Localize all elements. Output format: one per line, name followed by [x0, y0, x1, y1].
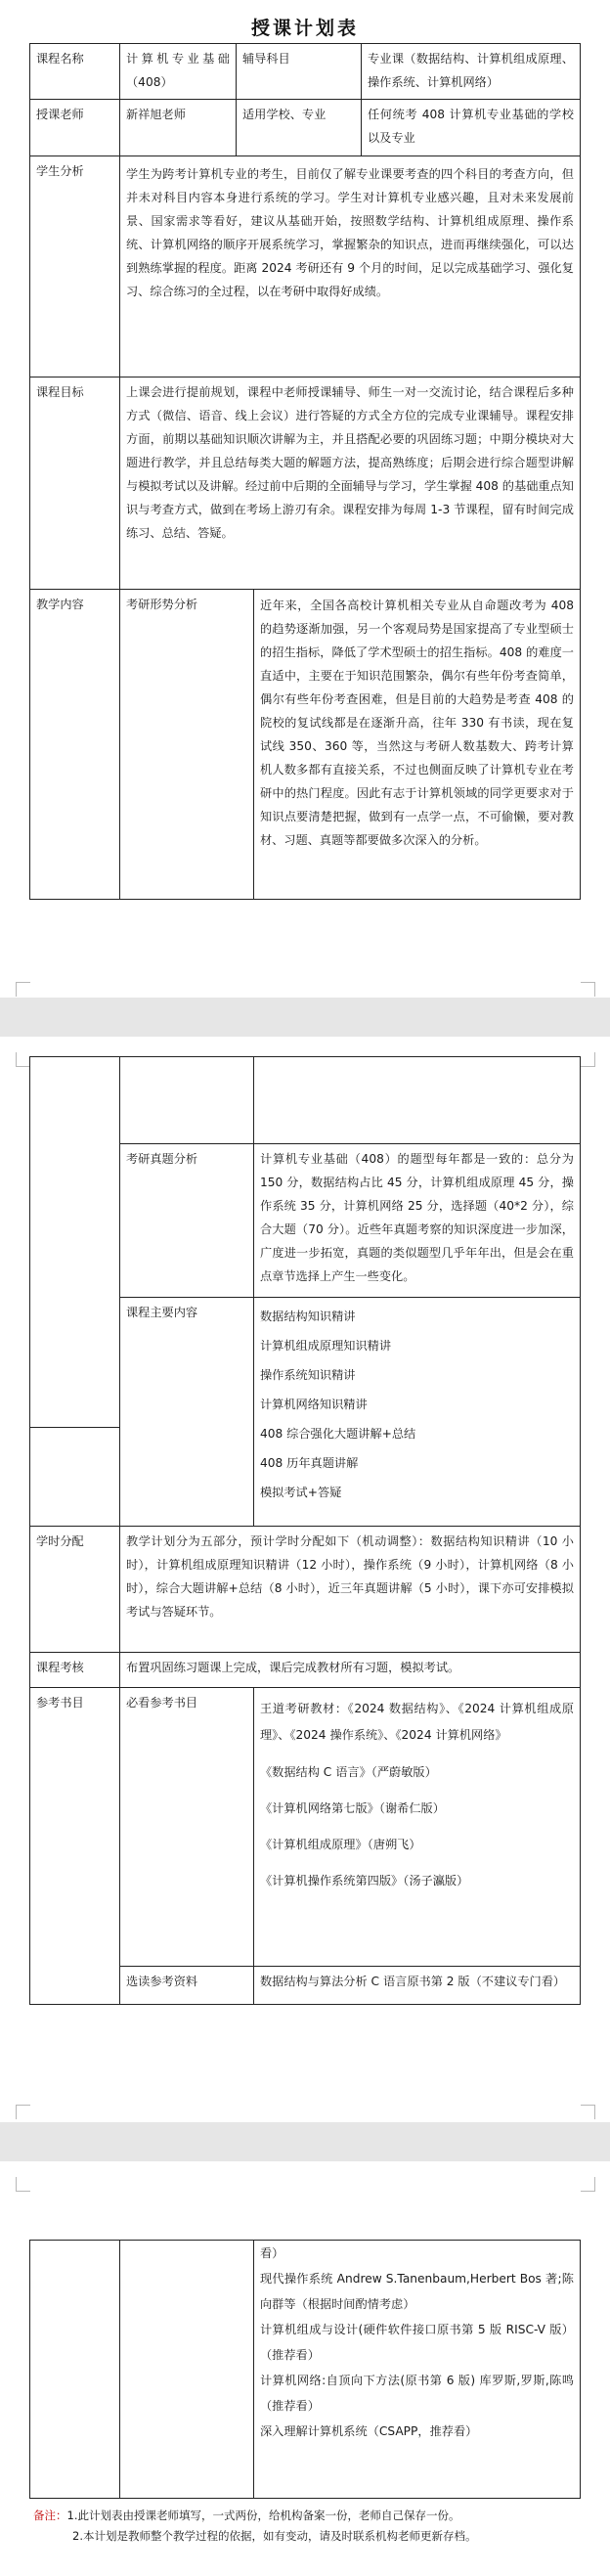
books-label: 参考书目	[29, 1687, 120, 2005]
list-item: 《计算机操作系统第四版》（汤子瀛版）	[260, 1874, 469, 1888]
books-label-cont	[29, 2240, 120, 2499]
optional-books-list	[253, 2240, 581, 2499]
exam-analysis-value: 计算机专业基础（408）的题型每年都是一致的：总分为 150 分，数据结构占比 45 分，计算机组成原理 45 分，操作系统 35 分，计算机网络 25 分，选择题（40*2 分），综合大题（70 分）。近些年真题考察的知识深度进一步加深，广度进一步拓宽，真题的类似题型几乎年年出，但是会在重点章节选择上产生一些变化。	[253, 1143, 581, 1298]
footnote-line-1: 1.此计划表由授课老师填写，一式两份，给机构备案一份，老师自己保存一份。	[66, 2509, 460, 2522]
list-item: 计算机网络:自顶向下方法(原书第 6 版) 库罗斯,罗斯,陈鸣（推荐看）	[260, 2374, 574, 2413]
list-item: 操作系统知识精讲	[260, 1368, 356, 1382]
page-corner-mark	[16, 2105, 30, 2119]
footnote	[33, 2506, 581, 2547]
page-corner-mark	[581, 982, 595, 997]
teacher-label: 授课老师	[29, 99, 120, 156]
footnote-label: 备注：	[33, 2509, 67, 2522]
list-item: 408 综合强化大题讲解+总结	[260, 1427, 416, 1441]
student-analysis-label: 学生分析	[29, 155, 120, 378]
page-gap	[0, 2122, 610, 2161]
list-item: 《计算机网络第七版》（谢希仁版）	[260, 1801, 445, 1815]
optional-books-first: 数据结构与算法分析 C 语言原书第 2 版（不建议专门看）	[253, 1966, 581, 2005]
list-item: 王道考研教材：《2024 数据结构》、《2024 计算机组成原理》、《2024 操作系统》、《2024 计算机网络》	[260, 1702, 574, 1742]
page-corner-mark	[581, 1052, 595, 1067]
subject-label: 辅导科目	[236, 43, 362, 100]
trend-analysis-value-cont	[253, 1056, 581, 1144]
page-1	[0, 0, 610, 998]
list-item: 408 历年真题讲解	[260, 1456, 359, 1470]
list-item: 《计算机组成原理》（唐朔飞）	[260, 1838, 421, 1851]
hours-label: 学时分配	[29, 1526, 120, 1653]
list-item: 模拟考试+答疑	[260, 1486, 342, 1499]
page-corner-mark	[16, 1052, 30, 1067]
list-item: 计算机网络知识精讲	[260, 1398, 368, 1411]
list-item: 计算机组成原理知识精讲	[260, 1339, 392, 1353]
page-corner-mark	[16, 982, 30, 997]
course-goal-label: 课程目标	[29, 377, 120, 590]
page-corner-mark	[16, 2177, 30, 2192]
course-goal-value: 上课会进行提前规划，课程中老师授课辅导、师生一对一交流讨论，结合课程后多种方式（微信、语音、线上会议）进行答疑的方式全方位的完成专业课辅导。课程安排方面，前期以基础知识顺次讲解为主，并且搭配必要的巩固练习题；中期分模块对大题进行教学，并且总结每类大题的解题方法，提高熟练度；后期会进行综合题型讲解与模拟考试以及讲解。经过前中后期的全面辅导与学习，学生掌握 408 的基础重点知识与考查方式，做到在考场上游刃有余。课程安排为每周 1-3 节课程，留有时间完成练习、总结、答疑。	[119, 377, 581, 590]
page-corner-mark	[581, 2105, 595, 2119]
teacher-value: 新祥旭老师	[119, 99, 237, 156]
page-title: 授课计划表	[250, 18, 359, 39]
exam-analysis-label: 考研真题分析	[119, 1143, 254, 1298]
list-item: 深入理解计算机系统（CSAPP，推荐看）	[260, 2424, 478, 2438]
required-books-label: 必看参考书目	[119, 1687, 254, 1967]
subject-value: 专业课（数据结构、计算机组成原理、操作系统、计算机网络）	[361, 43, 581, 100]
course-name-label: 课程名称	[29, 43, 120, 100]
school-value: 任何统考 408 计算机专业基础的学校以及专业	[361, 99, 581, 156]
teaching-content-label-cont2	[29, 1427, 120, 1527]
main-content-list	[253, 1297, 581, 1527]
teaching-content-label: 教学内容	[29, 589, 120, 900]
main-content-label: 课程主要内容	[119, 1297, 254, 1527]
trend-analysis-label: 考研形势分析	[119, 589, 254, 900]
page-corner-mark	[581, 2177, 595, 2192]
optional-books-label: 选读参考资料	[119, 1966, 254, 2005]
assessment-label: 课程考核	[29, 1652, 120, 1688]
trend-analysis-label-cont	[119, 1056, 254, 1144]
trend-analysis-value: 近年来，全国各高校计算机相关专业从自命题改考为 408 的趋势逐渐加强，另一个客观局势是国家提高了专业型硕士的招生指标，降低了学术型硕士的招生指标。408 的难度一直适中，主要在于知识范围繁杂，偶尔有些年份考查简单，偶尔有些年份考查困难，但是目前的大趋势是考查 408 的院校的复试线都是在逐渐升高，往年 330 有书读，现在复试线 350、360 等，当然这与考研人数基数大、跨考计算机人数多都有直接关系，不过也侧面反映了计算机专业在考研中的热门程度。因此有志于计算机领域的同学更要求对于知识点要清楚把握，做到有一点学一点，不可偷懒，要对教材、习题、真题等都要做多次深入的分析。	[253, 589, 581, 900]
hours-value: 教学计划分为五部分，预计学时分配如下（机动调整）：数据结构知识精讲（10 小时），计算机组成原理知识精讲（12 小时），操作系统（9 小时），计算机网络（8 小时），综合大题讲解+总结（8 小时），近三年真题讲解（5 小时），课下亦可安排模拟考试与答疑环节。	[119, 1526, 581, 1653]
school-label: 适用学校、专业	[236, 99, 362, 156]
list-item: 计算机组成与设计(硬件软件接口原书第 5 版 RISC-V 版）（推荐看）	[260, 2323, 574, 2362]
student-analysis-value: 学生为跨考计算机专业的考生，目前仅了解专业课要考查的四个科目的考查方向，但并未对科目内容本身进行系统的学习。学生对计算机专业感兴趣，且对未来发展前景、国家需求等看好，建议从基础开始，按照数学结构、计算机组成原理、操作系统、计算机网络的顺序开展系统学习，掌握繁杂的知识点，进而再继续强化，可以达到熟练掌握的程度。距离 2024 考研还有 9 个月的时间，足以完成基础学习、强化复习、综合练习的全过程，以在考研中取得好成绩。	[119, 155, 581, 378]
footnote-line-2: 2.本计划是教师整个教学过程的依据，如有变动，请及时联系机构老师更新存档。	[72, 2529, 477, 2543]
list-item: 数据结构知识精讲	[260, 1310, 356, 1323]
optional-continuation: 看）	[260, 2246, 284, 2260]
teaching-content-label-cont	[29, 1056, 120, 1428]
page-gap	[0, 998, 610, 1037]
list-item: 现代操作系统 Andrew S.Tanenbaum,Herbert Bos 著;陈向群等（根据时间酌情考虑）	[260, 2272, 574, 2311]
required-books-list	[253, 1687, 581, 1967]
optional-books-label-cont	[119, 2240, 254, 2499]
assessment-value: 布置巩固练习题课上完成，课后完成教材所有习题，模拟考试。	[119, 1652, 581, 1688]
course-name-value: 计算机专业基础（408）	[119, 43, 237, 100]
list-item: 《数据结构 C 语言》（严蔚敏版）	[260, 1765, 437, 1779]
